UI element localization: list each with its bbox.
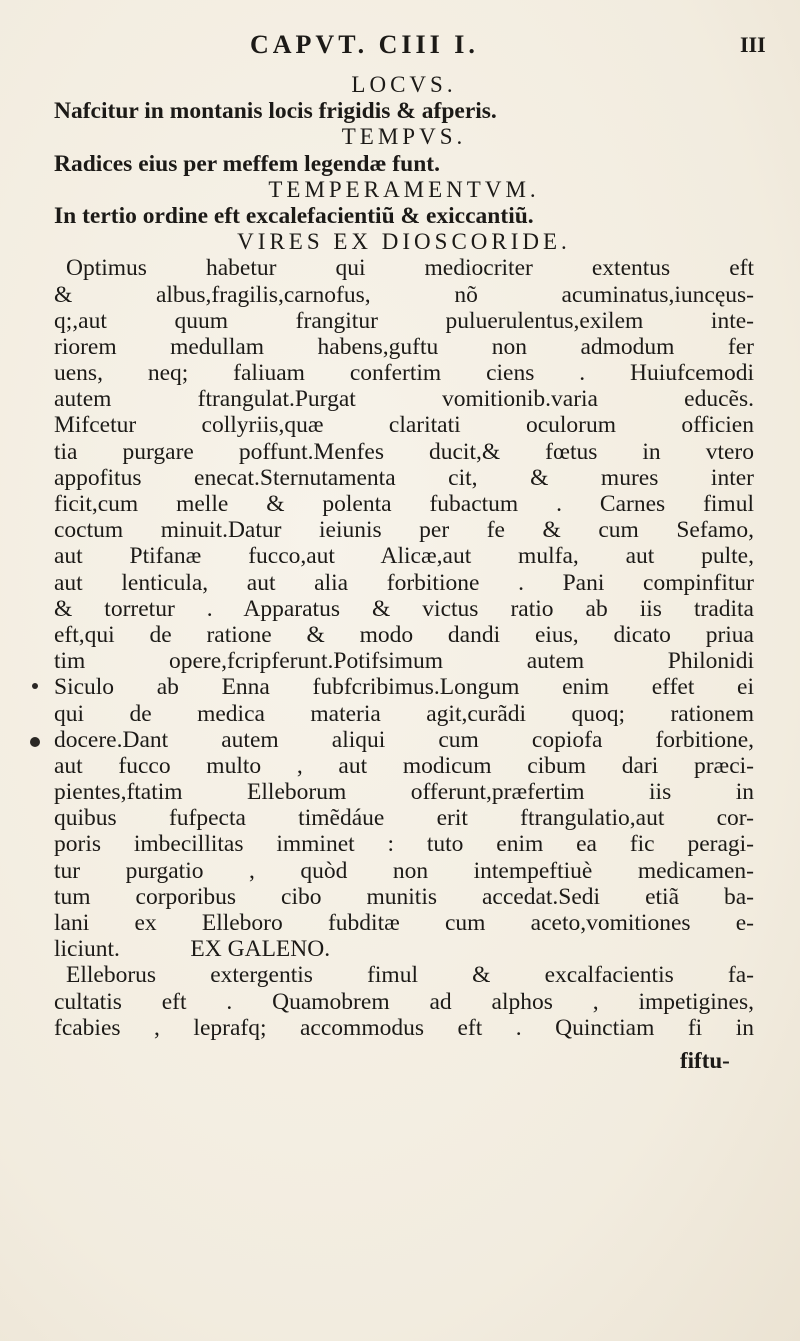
text-line: poris imbecillitas imminet : tuto enim ea fic peragi-	[54, 831, 754, 858]
text-line: ficit,cum melle & polenta fubactum . Carnes fimul	[54, 491, 754, 517]
text-line: Nafcitur in montanis locis frigidis & afperis.	[54, 98, 497, 125]
text-line: fcabies , leprafq; accommodus eft . Quinctiam fi in	[54, 1014, 754, 1041]
text-block	[54, 72, 754, 1041]
text-line: coctum minuit.Datur ieiunis per fe & cum Sefamo,	[54, 517, 754, 544]
text-line: lani ex Elleboro fubditæ cum aceto,vomitiones e-	[54, 910, 754, 936]
text-line: pientes,ftatim Elleborum offerunt,præfertim iis in	[54, 779, 754, 806]
folio-number: III	[740, 32, 766, 57]
text-line: uens, neq; faliuam confertim ciens . Huiufcemodi	[54, 360, 754, 387]
text-line: riorem medullam habens,guftu non admodum fer	[54, 333, 754, 360]
text-line: aut fucco multo , aut modicum cibum dari præci-	[54, 752, 754, 779]
section-heading-vires: VIRES EX DIOSCORIDE.	[237, 229, 571, 255]
text-line: tia purgare poffunt.Menfes ducit,& fœtus in vtero	[54, 438, 754, 465]
text-line: eft,qui de ratione & modo dandi eius, dicato priua	[54, 621, 754, 648]
text-line: Mifcetur collyriis,quæ claritati oculorum officien	[54, 412, 754, 439]
text-line: autem ftrangulat.Purgat vomitionib.varia educẽs.	[54, 386, 754, 413]
text-line: quibus fufpecta timẽdáue erit ftrangulatio,aut cor-	[54, 805, 754, 832]
text-line: aut lenticula, aut alia forbitione . Pani compinfitur	[54, 569, 754, 596]
text-line: appofitus enecat.Sternutamenta cit, & mures inter	[54, 464, 754, 491]
text-line: tur purgatio , quòd non intempeftiuè medicamen-	[54, 857, 754, 884]
section-heading-temperamentum: TEMPERAMENTVM.	[268, 176, 540, 202]
text-line: Radices eius per meffem legendæ funt.	[54, 150, 440, 177]
catchword: fiftu-	[680, 1048, 730, 1073]
text-line: q;,aut quum frangitur puluerulentus,exilem inte-	[54, 307, 754, 334]
text-line: tim opere,fcripferunt.Potifsimum autem Philonidi	[54, 648, 754, 675]
section-heading-locus: LOCVS.	[351, 72, 457, 97]
text-line: tum corporibus cibo munitis accedat.Sedi etiã ba-	[54, 883, 754, 910]
text-line: cultatis eft . Quamobrem ad alphos , impetigines,	[54, 988, 754, 1015]
text-line: & torretur . Apparatus & victus ratio ab iis tradita	[54, 595, 754, 622]
text-line: Siculo ab Enna fubfcribimus.Longum enim effet ei	[54, 674, 754, 701]
text-line: docere.Dant autem aliqui cum copiofa forbitione,	[54, 726, 754, 753]
section-heading-tempus: TEMPVS.	[341, 124, 467, 150]
text-line: Optimus habetur qui mediocriter extentus eft	[66, 255, 754, 282]
text-line: aut Ptifanæ fucco,aut Alicæ,aut mulfa, aut pulte,	[54, 543, 754, 570]
text-line: & albus,fragilis,carnofus, nõ acuminatus,iuncęus-	[54, 281, 754, 308]
text-line: qui de medica materia agit,curãdi quoq; rationem	[54, 700, 754, 727]
running-title: CAPVT. CIII I.	[250, 30, 479, 59]
margin-dot	[30, 737, 40, 747]
text-line-ex-galeno: liciunt. EX GALENO.	[54, 936, 331, 963]
text-line: In tertio ordine eft excalefacientiũ & exiccantiũ.	[54, 202, 534, 229]
text-line: Elleborus extergentis fimul & excalfacientis fa-	[66, 962, 754, 989]
margin-dot	[32, 683, 38, 689]
